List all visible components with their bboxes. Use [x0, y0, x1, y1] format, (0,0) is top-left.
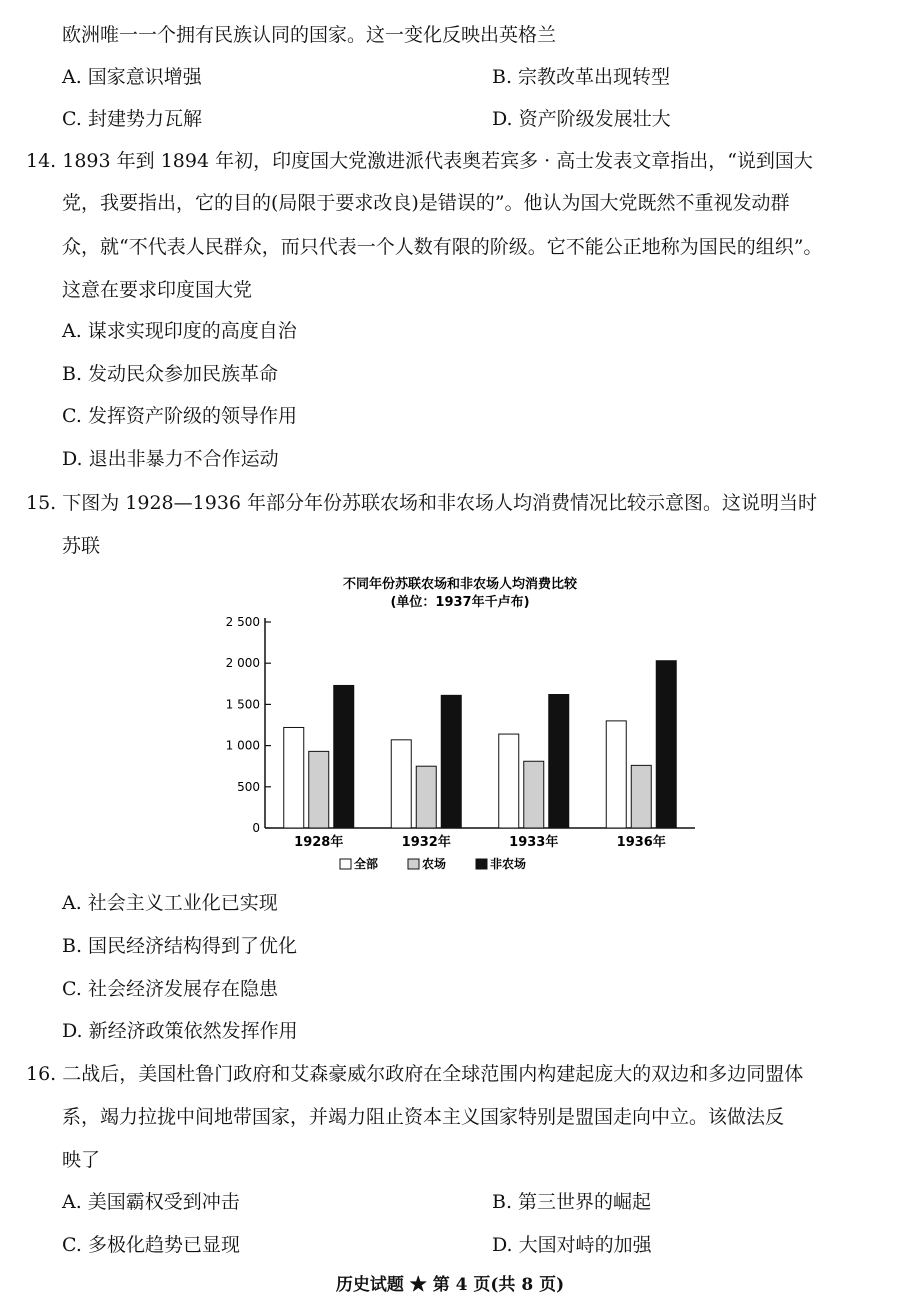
- y-tick-label: 500: [237, 779, 260, 794]
- legend-swatch: [340, 859, 351, 869]
- q14-option-b: B. 发动民众参加民族革命: [62, 363, 279, 385]
- q14-stem-line2: 党，我要指出，它的目的(局限于要求改良)是错误的”。他认为国大党既然不重视发动群: [62, 192, 790, 214]
- bar-农场: [524, 761, 544, 828]
- q13-option-a: A. 国家意识增强: [62, 66, 202, 88]
- x-tick-label: 1928年: [294, 835, 344, 850]
- bar-全部: [284, 727, 304, 828]
- q16-option-d: D. 大国对峙的加强: [492, 1234, 652, 1256]
- q16-stem-line1: 16. 二战后，美国杜鲁门政府和艾森豪威尔政府在全球范围内构建起庞大的双边和多边同盟体: [26, 1063, 804, 1085]
- q16-stem-line2: 系，竭力拉拢中间地带国家，并竭力阻止资本主义国家特别是盟国走向中立。该做法反: [62, 1106, 785, 1128]
- y-tick-label: 0: [252, 821, 260, 835]
- x-tick-label: 1936年: [616, 835, 666, 850]
- bar-农场: [631, 765, 651, 828]
- legend-label: 全部: [354, 857, 379, 871]
- y-tick-label: 1 500: [225, 697, 260, 712]
- q15-stem-line1: 15. 下图为 1928—1936 年部分年份苏联农场和非农场人均消费情况比较示意图。这说明当时: [26, 492, 818, 514]
- q14-stem-line4: 这意在要求印度国大党: [62, 279, 253, 301]
- legend-swatch: [408, 859, 419, 869]
- bar-农场: [416, 766, 436, 828]
- legend-label: 农场: [422, 857, 447, 871]
- q13-option-c: C. 封建势力瓦解: [62, 108, 202, 130]
- q15-stem-line2: 苏联: [62, 535, 101, 557]
- q13-option-d: D. 资产阶级发展壮大: [492, 108, 671, 130]
- chart-title: 不同年份苏联农场和非农场人均消费比较: [342, 577, 578, 592]
- bar-非农场: [549, 695, 569, 828]
- q14-option-d: D. 退出非暴力不合作运动: [62, 448, 279, 470]
- y-tick-label: 2 500: [225, 615, 260, 629]
- legend-swatch: [476, 859, 487, 869]
- consumption-bar-chart: [190, 570, 730, 890]
- bar-农场: [309, 751, 329, 828]
- bar-非农场: [656, 661, 676, 828]
- q14-stem-line3: 众，就“不代表人民群众，而只代表一个人数有限的阶级。它不能公正地称为国民的组织”。: [62, 236, 823, 258]
- q15-option-d: D. 新经济政策依然发挥作用: [62, 1020, 298, 1042]
- legend-label: 非农场: [490, 857, 527, 871]
- q16-stem-line3: 映了: [62, 1149, 101, 1171]
- q16-option-a: A. 美国霸权受到冲击: [62, 1191, 240, 1213]
- chart-subtitle: (单位：1937年千卢布): [390, 595, 530, 610]
- bar-全部: [391, 740, 411, 828]
- q14-stem-line1: 14. 1893 年到 1894 年初，印度国大党激进派代表奥若宾多 · 高士发表文章指出，“说到国大: [26, 150, 813, 172]
- q13-stem-end: 欧洲唯一一个拥有民族认同的国家。这一变化反映出英格兰: [62, 24, 557, 46]
- q15-option-b: B. 国民经济结构得到了优化: [62, 935, 298, 957]
- q14-option-c: C. 发挥资产阶级的领导作用: [62, 405, 297, 427]
- q16-option-c: C. 多极化趋势已显现: [62, 1234, 240, 1256]
- x-tick-label: 1932年: [401, 835, 451, 850]
- q16-option-b: B. 第三世界的崛起: [492, 1191, 652, 1213]
- q14-option-a: A. 谋求实现印度的高度自治: [62, 320, 297, 342]
- q15-option-c: C. 社会经济发展存在隐患: [62, 978, 278, 1000]
- page-footer: 历史试题 ★ 第 4 页(共 8 页): [335, 1275, 565, 1295]
- bar-全部: [499, 734, 519, 828]
- bar-非农场: [441, 695, 461, 828]
- x-tick-label: 1933年: [509, 835, 559, 850]
- bar-非农场: [334, 685, 354, 828]
- q15-option-a: A. 社会主义工业化已实现: [62, 892, 278, 914]
- y-tick-label: 1 000: [225, 738, 260, 753]
- q13-option-b: B. 宗教改革出现转型: [492, 66, 671, 88]
- y-tick-label: 2 000: [225, 656, 260, 671]
- chart-svg: [190, 570, 730, 890]
- bar-全部: [606, 721, 626, 828]
